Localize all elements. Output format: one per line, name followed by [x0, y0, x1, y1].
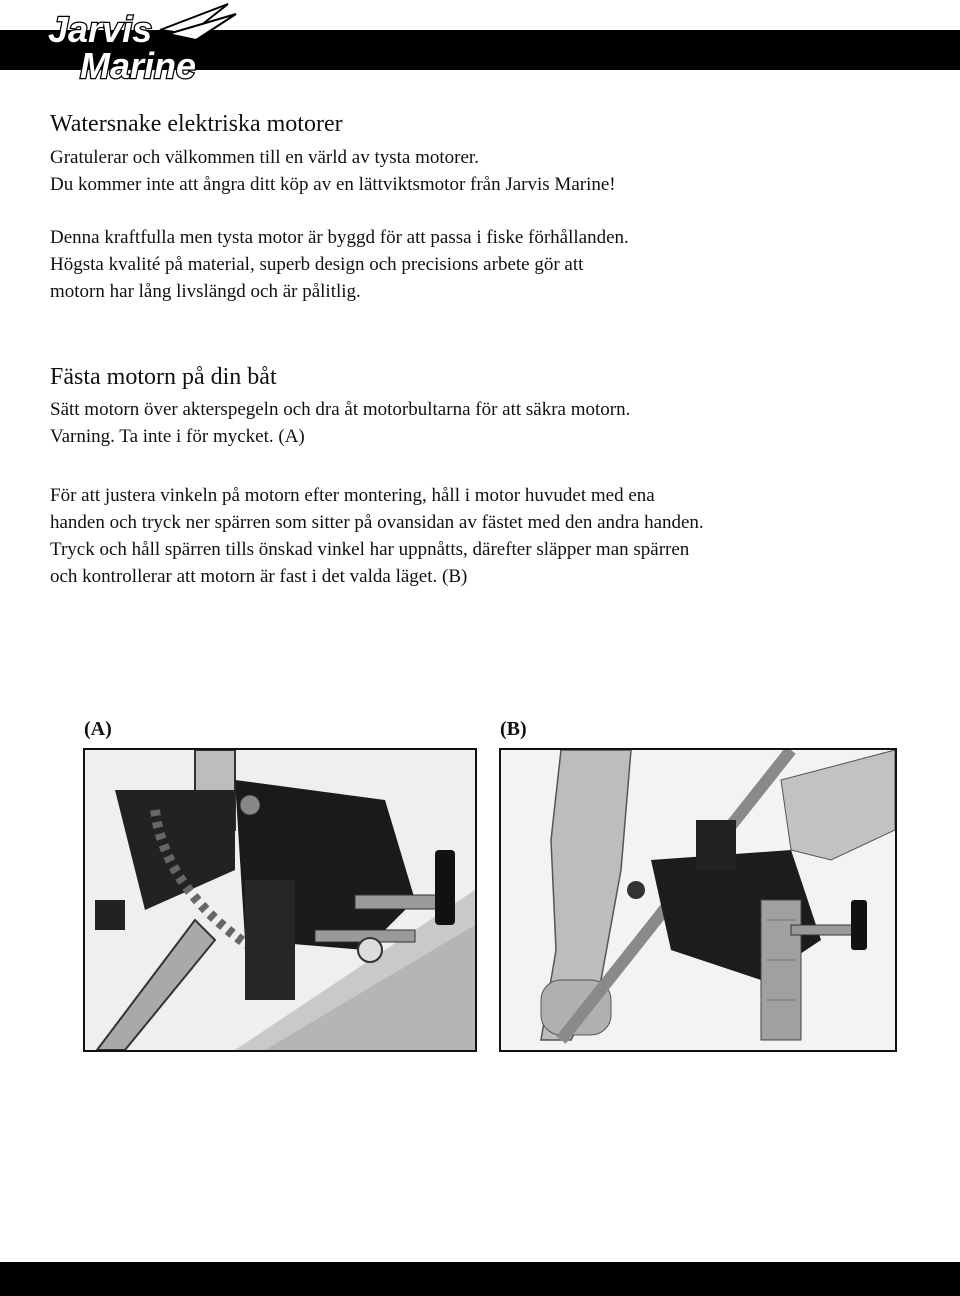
mounting-paragraph: Sätt motorn över akterspegeln och dra åt motorbultarna för att säkra motorn. Varning. Ta inte i för mycket. (A): [50, 399, 631, 447]
intro-paragraph: Gratulerar och välkommen till en värld av tysta motorer. Du kommer inte att ångra ditt köp av en lättviktsmotor från Jarvis Marine!: [50, 147, 616, 195]
jarvis-marine-logo: [40, 0, 240, 84]
figure-a-photo: [83, 748, 477, 1052]
figure-b-label: (B): [500, 718, 527, 740]
figure-a-label: (A): [84, 718, 112, 740]
logo-text-marine: Marine: [80, 45, 197, 84]
adjust-paragraph: För att justera vinkeln på motorn efter montering, håll i motor huvudet med ena handen och tryck ner spärren som sitter på ovansidan av fästet med den andra handen. Tryck och håll spärren tills önskad vinkel har uppnåtts, därefter släpper man spärren och kontrollerar att motorn är fast i det valda läget. (B): [50, 485, 704, 587]
description-paragraph: Denna kraftfulla men tysta motor är byggd för att passa i fiske förhållanden. Högsta kvalité på material, superb design och precisions arbete gör att motorn har lång livslängd och är pålitlig.: [50, 227, 629, 302]
logo-text-jarvis: Jarvis: [48, 9, 153, 50]
registered-mark: ®: [224, 53, 233, 67]
section-title-motors: Watersnake elektriska motorer: [50, 111, 343, 137]
section-title-mounting: Fästa motorn på din båt: [50, 364, 277, 390]
figure-b-photo: [499, 748, 897, 1052]
footer-bar: [0, 1262, 960, 1296]
